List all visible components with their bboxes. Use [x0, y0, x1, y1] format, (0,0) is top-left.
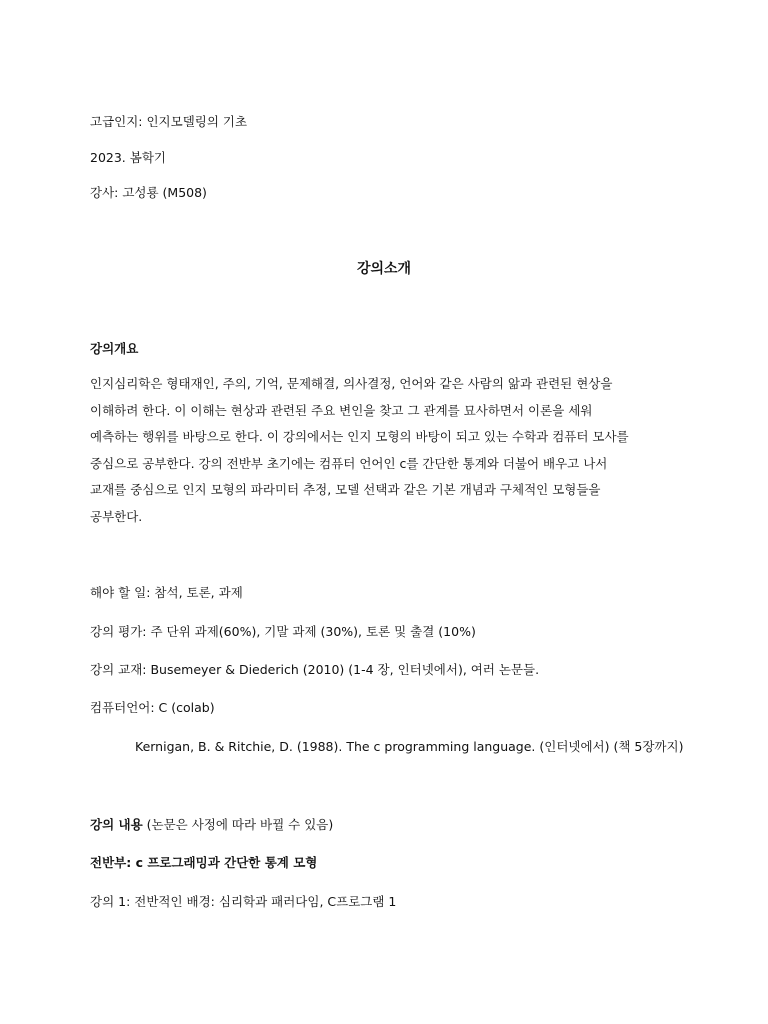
overview-line: 인지심리학은 형태재인, 주의, 기억, 문제해결, 의사결정, 언어와 같은 사람의 앎과 관련된 현상을 [90, 376, 613, 391]
overview-line: 중심으로 공부한다. 강의 전반부 초기에는 컴퓨터 언어인 c를 간단한 통계와 더불어 배우고 나서 [90, 455, 608, 471]
overview-line: 교재를 중심으로 인지 모형의 파라미터 추정, 모델 선택과 같은 기본 개념과 구체적인 모형들을 [90, 482, 601, 497]
overview-line: 예측하는 행위를 바탕으로 한다. 이 강의에서는 인지 모형의 바탕이 되고 있는 수학과 컴퓨터 모사를 [90, 429, 629, 444]
todo: 해야 할 일: 참석, 토론, 과제 [90, 585, 243, 600]
grading: 강의 평가: 주 단위 과제(60%), 기말 과제 (30%), 토론 및 출결 (10%) [90, 624, 476, 639]
content-heading-label: 강의 내용 [90, 817, 143, 832]
overview-paragraph [90, 371, 690, 530]
instructor: 강사: 고성룡 (M508) [90, 185, 207, 200]
reference: Kernigan, B. & Ritchie, D. (1988). The c programming language. (인터넷에서) (책 5장까지) [135, 739, 684, 754]
overview-line: 공부한다. [90, 508, 143, 524]
overview-line: 이해하려 한다. 이 이해는 현상과 관련된 주요 변인을 찾고 그 관계를 묘사하면서 이론을 세워 [90, 402, 593, 418]
textbook: 강의 교재: Busemeyer & Diederich (2010) (1-4 장, 인터넷에서), 여러 논문들. [90, 662, 540, 677]
section-title: 강의소개 [356, 261, 412, 277]
part1-heading: 전반부: c 프로그래밍과 간단한 통계 모형 [90, 855, 318, 870]
content-heading [90, 817, 333, 833]
lecture-1: 강의 1: 전반적인 배경: 심리학과 패러다임, C프로그램 1 [90, 894, 397, 909]
course-title: 고급인지: 인지모델링의 기초 [90, 114, 248, 129]
content-heading-note: (논문은 사정에 따라 바뀔 수 있음) [142, 817, 334, 832]
semester: 2023. 봄학기 [90, 150, 166, 165]
computer-language: 컴퓨터언어: C (colab) [90, 700, 215, 715]
overview-heading: 강의개요 [90, 341, 139, 356]
